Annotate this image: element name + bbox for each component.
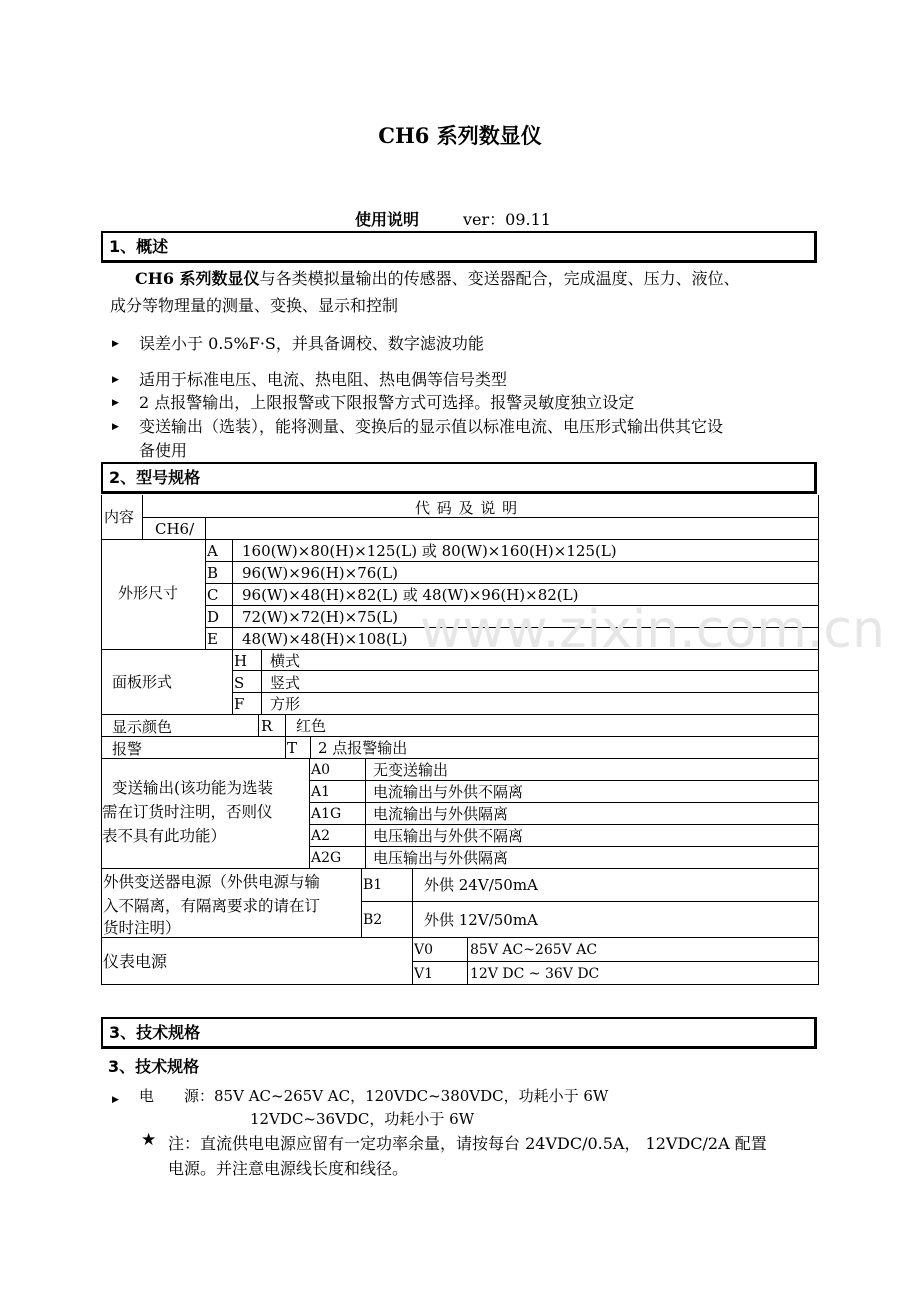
note-line-1: 注：直流供电电源应留有一定功率余量，请按每台 24VDC/0.5A， 12VDC/2A 配置 [168,1134,767,1153]
size-label: 外形尺寸 [118,584,179,602]
code-header: 代 码 及 说 明 [415,499,519,517]
content-label: 内容 [104,508,135,526]
section-3-subheading: 3、技术规格 [108,1057,200,1076]
device-power-label: 仪表电源 [103,952,168,971]
bullet-arrow-icon: ▶ [112,375,119,385]
bullet-arrow-icon: ▶ [112,398,119,408]
bullet-text: 变送输出（选装），能将测量、变换后的显示值以标准电流、电压形式输出供其它设 [139,417,724,436]
size-desc: 48(W)×48(H)×108(L) [242,630,408,648]
intro-line-2: 成分等物理量的测量、变换、显示和控制 [110,296,399,315]
color-desc: 红色 [296,717,327,735]
bullet-text: 2 点报警输出，上限报警或下限报警方式可选择。报警灵敏度独立设定 [139,393,635,412]
panel-desc: 横式 [270,652,301,670]
intro-line-1: 与各类模拟量输出的传感器、变送器配合，完成温度、压力、液位、 [259,269,740,288]
panel-code: F [234,695,245,713]
note-line-2: 电源。并注意电源线长度和线径。 [168,1159,409,1178]
transmit-label-3: 表不具有此功能） [102,827,227,845]
model-code: CH6/ [155,520,195,538]
color-code: R [261,717,273,735]
ext-power-code: B1 [363,877,383,893]
device-power-code: V0 [414,942,434,958]
power-spec [139,1085,608,1106]
bullet-text: 适用于标准电压、电流、热电阻、热电偶等信号类型 [139,370,508,389]
alarm-label: 报警 [112,740,143,758]
device-power-code: V1 [414,966,434,982]
size-code: A [207,542,218,560]
panel-desc: 方形 [270,695,301,713]
transmit-desc: 电压输出与外供隔离 [373,849,509,867]
size-desc: 96(W)×48(H)×82(L) 或 48(W)×96(H)×82(L) [242,586,579,604]
transmit-code: A1 [311,784,331,800]
subtitle [355,207,551,230]
panel-label: 面板形式 [112,673,173,691]
size-desc: 160(W)×80(H)×125(L) 或 80(W)×160(H)×125(L) [242,542,617,560]
transmit-code: A2 [311,828,331,844]
bullet-item [112,367,119,386]
document-title: CH6 系列数显仪 [378,123,542,148]
panel-code: S [234,674,245,692]
star-icon: ★ [141,1130,157,1150]
bullet-arrow-icon: ▶ [112,1095,119,1105]
alarm-code: T [287,739,298,757]
ext-power-desc: 外供 24V/50mA [424,876,538,894]
ext-power-desc: 外供 12V/50mA [424,911,538,929]
section-1-heading: 1、概述 [101,231,817,263]
watermark: www.zixin.com.cn [420,600,885,660]
version: ver：09.11 [463,210,551,229]
transmit-desc: 电流输出与外供隔离 [373,805,509,823]
device-power-desc: 12V DC ~ 36V DC [470,966,600,982]
panel-code: H [234,652,248,670]
intro-bold: CH6 系列数显仪 [135,269,260,288]
bullet-item [112,414,119,433]
bullet-arrow-icon: ▶ [112,422,119,432]
ext-power-label-2: 入不隔离，有隔离要求的请在订 [103,897,321,915]
transmit-desc: 无变送输出 [373,761,449,779]
bullet-text: 误差小于 0.5%F·S，并具备调校、数字滤波功能 [139,334,484,353]
power-line-1: 85V AC~265V AC，120VDC~380VDC，功耗小于 6W [214,1087,609,1105]
size-code: D [207,608,220,626]
bullet-item [112,1087,119,1106]
transmit-label-2: 需在订货时注明，否则仪 [102,803,273,821]
section-2-heading: 2、型号规格 [101,462,817,494]
transmit-desc: 电压输出与外供不隔离 [373,827,524,845]
power-line-2: 12VDC~36VDC，功耗小于 6W [250,1110,475,1128]
bullet-item [112,331,119,350]
intro-paragraph [110,265,822,319]
ext-power-label-3: 货时注明） [103,919,181,937]
size-code: C [207,586,219,604]
ext-power-code: B2 [363,912,383,928]
bullet-arrow-icon: ▶ [112,339,119,349]
section-3-heading: 3、技术规格 [101,1017,817,1049]
transmit-code: A2G [311,850,342,866]
power-label: 电 源： [139,1087,215,1105]
transmit-label-1: 变送输出(该功能为选装 [112,779,274,797]
transmit-desc: 电流输出与外供不隔离 [373,783,524,801]
transmit-code: A0 [311,762,331,778]
size-desc: 72(W)×72(H)×75(L) [242,608,398,626]
alarm-desc: 2 点报警输出 [318,739,408,757]
subtitle-text: 使用说明 [355,210,420,229]
bullet-item [112,390,119,409]
size-code: B [207,564,219,582]
panel-desc: 竖式 [270,674,301,692]
bullet-text-continued: 备使用 [139,441,188,460]
device-power-desc: 85V AC~265V AC [470,942,598,958]
transmit-code: A1G [311,806,342,822]
ext-power-label-1: 外供变送器电源（外供电源与输 [103,873,321,891]
color-label: 显示颜色 [112,718,173,736]
size-desc: 96(W)×96(H)×76(L) [242,564,398,582]
size-code: E [207,630,218,648]
